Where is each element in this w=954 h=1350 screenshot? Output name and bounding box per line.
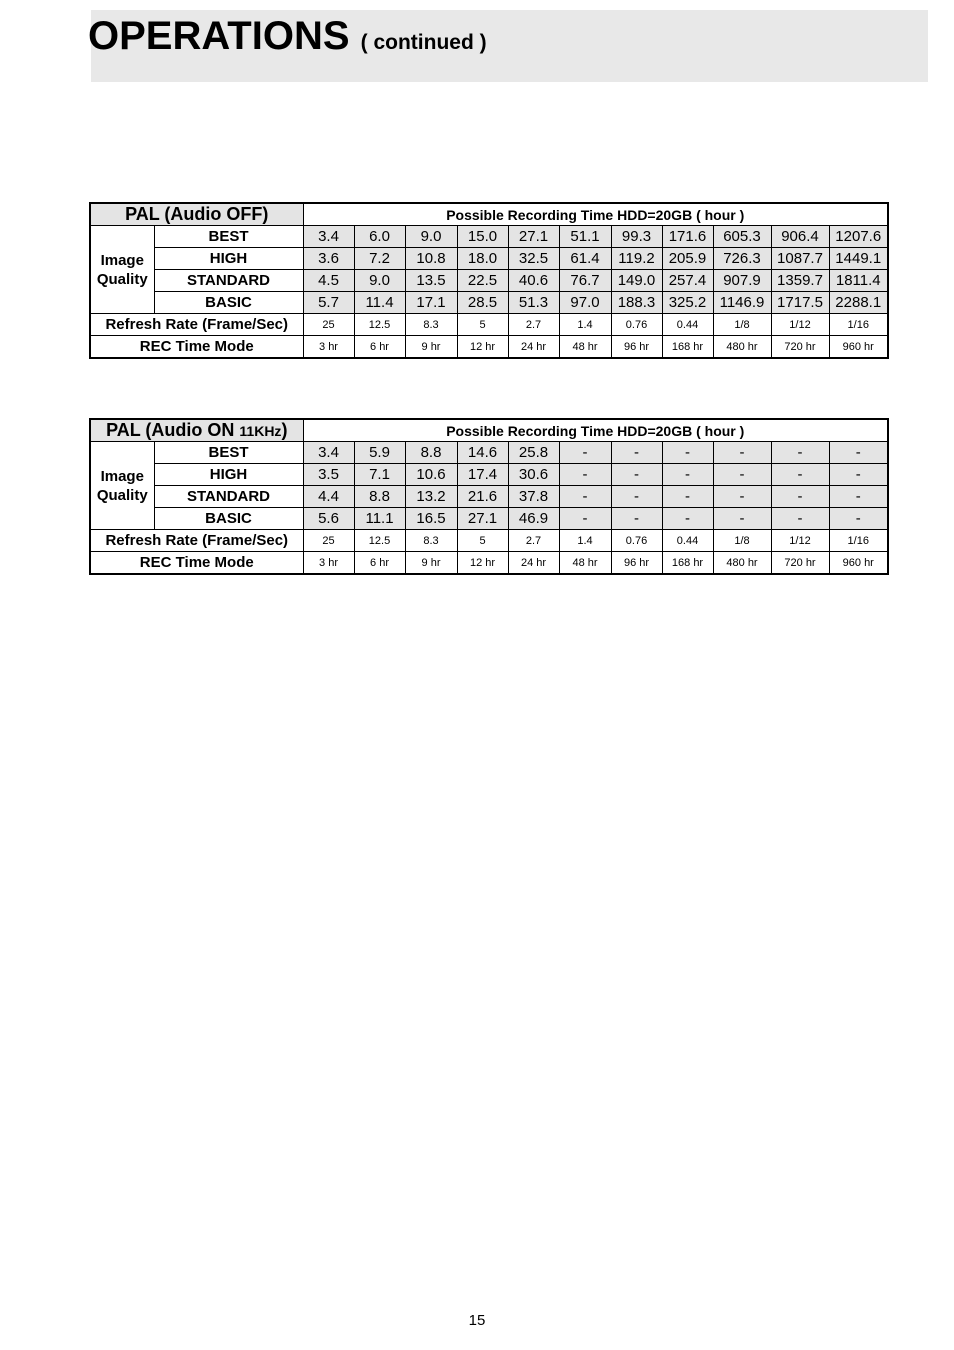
table-title-close: ) xyxy=(281,420,288,440)
quality-level-label: BEST xyxy=(154,442,303,464)
recording-time-cell: - xyxy=(829,442,888,464)
refresh-rate-cell: 8.3 xyxy=(405,314,457,336)
quality-level-label: BEST xyxy=(154,226,303,248)
table-title-main: PAL (Audio ON xyxy=(106,420,240,440)
recording-time-cell: 3.5 xyxy=(303,464,354,486)
recording-time-cell: - xyxy=(829,508,888,530)
refresh-rate-cell: 25 xyxy=(303,530,354,552)
refresh-rate-label: Refresh Rate (Frame/Sec) xyxy=(90,314,303,336)
table-title-frequency: 11KHz xyxy=(239,423,282,439)
recording-time-cell: 1449.1 xyxy=(829,248,888,270)
rec-time-mode-cell: 9 hr xyxy=(405,336,457,359)
recording-time-cell: 15.0 xyxy=(457,226,508,248)
refresh-rate-cell: 12.5 xyxy=(354,530,405,552)
recording-time-cell: 99.3 xyxy=(611,226,662,248)
page-title-main: OPERATIONS xyxy=(88,14,350,58)
recording-time-cell: - xyxy=(662,486,713,508)
recording-time-cell: 4.5 xyxy=(303,270,354,292)
recording-time-header: Possible Recording Time HDD=20GB ( hour ) xyxy=(303,203,888,226)
recording-time-cell: 3.4 xyxy=(303,226,354,248)
refresh-rate-cell: 1.4 xyxy=(559,314,611,336)
recording-time-cell: 5.6 xyxy=(303,508,354,530)
rec-time-mode-cell: 720 hr xyxy=(771,336,829,359)
recording-time-cell: 51.3 xyxy=(508,292,559,314)
image-quality-label xyxy=(90,442,154,530)
recording-time-cell: 40.6 xyxy=(508,270,559,292)
recording-time-cell: 17.1 xyxy=(405,292,457,314)
table-title xyxy=(90,419,303,442)
rec-time-mode-cell: 480 hr xyxy=(713,552,771,575)
image-quality-label xyxy=(90,226,154,314)
recording-time-cell: 27.1 xyxy=(508,226,559,248)
recording-time-cell: 205.9 xyxy=(662,248,713,270)
rec-time-mode-cell: 24 hr xyxy=(508,552,559,575)
recording-time-cell: - xyxy=(662,464,713,486)
recording-time-cell: 46.9 xyxy=(508,508,559,530)
table-title xyxy=(90,203,303,226)
refresh-rate-cell: 5 xyxy=(457,530,508,552)
recording-time-cell: 257.4 xyxy=(662,270,713,292)
refresh-rate-cell: 0.76 xyxy=(611,530,662,552)
recording-time-cell: 1207.6 xyxy=(829,226,888,248)
rec-time-mode-label: REC Time Mode xyxy=(90,552,303,575)
refresh-rate-cell: 0.44 xyxy=(662,530,713,552)
recording-time-cell: 1087.7 xyxy=(771,248,829,270)
recording-time-header: Possible Recording Time HDD=20GB ( hour ) xyxy=(303,419,888,442)
quality-level-label: BASIC xyxy=(154,508,303,530)
image-quality-label-line: Quality xyxy=(96,486,148,504)
quality-level-label: HIGH xyxy=(154,464,303,486)
recording-time-cell: 3.6 xyxy=(303,248,354,270)
table-row xyxy=(90,248,888,270)
recording-time-cell: 8.8 xyxy=(354,486,405,508)
recording-time-cell: - xyxy=(611,464,662,486)
table-header-row xyxy=(90,203,888,226)
refresh-rate-cell: 0.76 xyxy=(611,314,662,336)
quality-level-label: BASIC xyxy=(154,292,303,314)
recording-time-cell: 3.4 xyxy=(303,442,354,464)
recording-time-cell: 13.2 xyxy=(405,486,457,508)
recording-time-cell: - xyxy=(662,442,713,464)
refresh-rate-cell: 1/16 xyxy=(829,530,888,552)
recording-time-cell: 14.6 xyxy=(457,442,508,464)
recording-time-cell: 726.3 xyxy=(713,248,771,270)
quality-level-label: HIGH xyxy=(154,248,303,270)
refresh-rate-cell: 0.44 xyxy=(662,314,713,336)
refresh-rate-cell: 8.3 xyxy=(405,530,457,552)
page-subtitle: ( continued ) xyxy=(360,31,487,54)
rec-time-mode-cell: 48 hr xyxy=(559,552,611,575)
recording-time-cell: 21.6 xyxy=(457,486,508,508)
refresh-rate-cell: 2.7 xyxy=(508,530,559,552)
recording-time-cell: 7.1 xyxy=(354,464,405,486)
rec-time-mode-label: REC Time Mode xyxy=(90,336,303,359)
rec-time-mode-cell: 12 hr xyxy=(457,552,508,575)
recording-time-cell: 37.8 xyxy=(508,486,559,508)
recording-time-cell: - xyxy=(611,486,662,508)
image-quality-label-line: Image xyxy=(100,467,144,485)
recording-time-cell: 97.0 xyxy=(559,292,611,314)
refresh-rate-cell: 5 xyxy=(457,314,508,336)
rec-time-mode-row xyxy=(90,552,888,575)
recording-time-cell: 76.7 xyxy=(559,270,611,292)
image-quality-label-line: Quality xyxy=(96,270,148,288)
rec-time-mode-cell: 720 hr xyxy=(771,552,829,575)
table-row xyxy=(90,508,888,530)
recording-time-cell: - xyxy=(611,508,662,530)
recording-time-cell: 51.1 xyxy=(559,226,611,248)
recording-time-cell: - xyxy=(559,508,611,530)
table-row xyxy=(90,464,888,486)
recording-time-cell: 10.8 xyxy=(405,248,457,270)
recording-time-cell: 907.9 xyxy=(713,270,771,292)
rec-time-mode-cell: 12 hr xyxy=(457,336,508,359)
image-quality-label-line: Image xyxy=(100,251,144,269)
refresh-rate-row xyxy=(90,314,888,336)
recording-time-cell: 30.6 xyxy=(508,464,559,486)
refresh-rate-label: Refresh Rate (Frame/Sec) xyxy=(90,530,303,552)
refresh-rate-cell: 12.5 xyxy=(354,314,405,336)
rec-time-mode-cell: 9 hr xyxy=(405,552,457,575)
recording-time-cell: 171.6 xyxy=(662,226,713,248)
recording-time-cell: 5.9 xyxy=(354,442,405,464)
recording-time-cell: - xyxy=(771,442,829,464)
table-row xyxy=(90,292,888,314)
quality-level-label: STANDARD xyxy=(154,486,303,508)
recording-time-cell: 1717.5 xyxy=(771,292,829,314)
recording-time-cell: - xyxy=(771,486,829,508)
rec-time-mode-cell: 24 hr xyxy=(508,336,559,359)
page-title xyxy=(88,12,487,67)
refresh-rate-cell: 1/12 xyxy=(771,530,829,552)
recording-time-cell: 61.4 xyxy=(559,248,611,270)
recording-time-cell: 32.5 xyxy=(508,248,559,270)
rec-time-mode-cell: 96 hr xyxy=(611,552,662,575)
recording-time-cell: - xyxy=(559,464,611,486)
rec-time-mode-cell: 960 hr xyxy=(829,336,888,359)
recording-time-cell: 22.5 xyxy=(457,270,508,292)
refresh-rate-cell: 1/8 xyxy=(713,530,771,552)
recording-time-cell: - xyxy=(713,508,771,530)
table-title-main: PAL (Audio OFF) xyxy=(125,204,269,224)
recording-time-cell: - xyxy=(713,464,771,486)
rec-time-mode-cell: 6 hr xyxy=(354,552,405,575)
refresh-rate-cell: 25 xyxy=(303,314,354,336)
refresh-rate-cell: 1.4 xyxy=(559,530,611,552)
recording-time-cell: 2288.1 xyxy=(829,292,888,314)
recording-time-cell: - xyxy=(713,442,771,464)
recording-time-cell: - xyxy=(771,508,829,530)
recording-time-cell: - xyxy=(559,442,611,464)
recording-time-cell: 28.5 xyxy=(457,292,508,314)
table-row xyxy=(90,442,888,464)
recording-time-cell: - xyxy=(662,508,713,530)
table-row xyxy=(90,486,888,508)
page-number: 15 xyxy=(468,1312,486,1329)
rec-time-mode-cell: 3 hr xyxy=(303,336,354,359)
recording-time-cell: - xyxy=(559,486,611,508)
recording-time-table-audio-off xyxy=(89,202,889,359)
recording-time-cell: 10.6 xyxy=(405,464,457,486)
recording-time-cell: - xyxy=(829,486,888,508)
recording-time-cell: - xyxy=(713,486,771,508)
refresh-rate-cell: 2.7 xyxy=(508,314,559,336)
rec-time-mode-cell: 96 hr xyxy=(611,336,662,359)
rec-time-mode-row xyxy=(90,336,888,359)
rec-time-mode-cell: 168 hr xyxy=(662,336,713,359)
recording-time-cell: - xyxy=(829,464,888,486)
rec-time-mode-cell: 960 hr xyxy=(829,552,888,575)
refresh-rate-row xyxy=(90,530,888,552)
recording-time-table-audio-on xyxy=(89,418,889,575)
recording-time-cell: 906.4 xyxy=(771,226,829,248)
recording-time-cell: 325.2 xyxy=(662,292,713,314)
recording-time-cell: 1146.9 xyxy=(713,292,771,314)
recording-time-cell: 27.1 xyxy=(457,508,508,530)
recording-time-cell: 1811.4 xyxy=(829,270,888,292)
recording-time-cell: 8.8 xyxy=(405,442,457,464)
recording-time-cell: 11.4 xyxy=(354,292,405,314)
rec-time-mode-cell: 3 hr xyxy=(303,552,354,575)
recording-time-cell: 13.5 xyxy=(405,270,457,292)
refresh-rate-cell: 1/16 xyxy=(829,314,888,336)
recording-time-cell: 4.4 xyxy=(303,486,354,508)
rec-time-mode-cell: 48 hr xyxy=(559,336,611,359)
recording-time-cell: 16.5 xyxy=(405,508,457,530)
recording-time-cell: 605.3 xyxy=(713,226,771,248)
table-header-row xyxy=(90,419,888,442)
recording-time-cell: 9.0 xyxy=(405,226,457,248)
recording-time-cell: 5.7 xyxy=(303,292,354,314)
refresh-rate-cell: 1/12 xyxy=(771,314,829,336)
table-row xyxy=(90,270,888,292)
recording-time-cell: 188.3 xyxy=(611,292,662,314)
recording-time-cell: 18.0 xyxy=(457,248,508,270)
refresh-rate-cell: 1/8 xyxy=(713,314,771,336)
recording-time-cell: - xyxy=(611,442,662,464)
recording-time-cell: 11.1 xyxy=(354,508,405,530)
recording-time-cell: 17.4 xyxy=(457,464,508,486)
recording-time-cell: 1359.7 xyxy=(771,270,829,292)
recording-time-cell: 9.0 xyxy=(354,270,405,292)
rec-time-mode-cell: 480 hr xyxy=(713,336,771,359)
recording-time-cell: - xyxy=(771,464,829,486)
recording-time-cell: 7.2 xyxy=(354,248,405,270)
recording-time-cell: 6.0 xyxy=(354,226,405,248)
rec-time-mode-cell: 6 hr xyxy=(354,336,405,359)
recording-time-cell: 149.0 xyxy=(611,270,662,292)
rec-time-mode-cell: 168 hr xyxy=(662,552,713,575)
table-row xyxy=(90,226,888,248)
quality-level-label: STANDARD xyxy=(154,270,303,292)
recording-time-cell: 25.8 xyxy=(508,442,559,464)
recording-time-cell: 119.2 xyxy=(611,248,662,270)
